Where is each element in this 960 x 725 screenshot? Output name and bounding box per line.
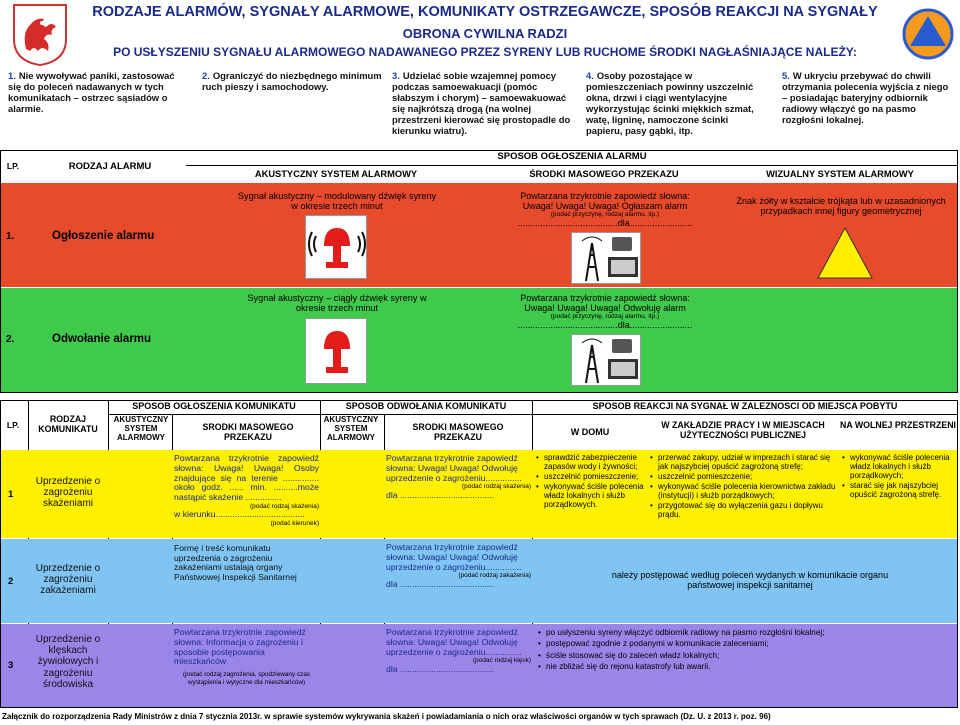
alarm-row-2-media: Powtarzana trzykrotnie zapowiedź słowna: Uwaga! Uwaga! Uwaga! Odwołuję alarm (podać przyczynę, rodzaj alarmu, itp.) ........................................dla......................... <box>517 293 693 331</box>
list-item: • ściśle stosować się do zaleceń władz lokalnych; <box>538 651 954 661</box>
yellow-triangle-icon <box>816 226 874 280</box>
list-item: • przygotować się do wyłączenia gazu i dopływu prądu. <box>650 502 838 520</box>
comm-row-3-cancel: Powtarzana trzykrotnie zapowiedź słowna: Uwaga! Uwaga! Odwołuję uprzedzenie o zagrożeniu............... (podać rodzaj klęsk) dla ....................................... <box>386 628 531 674</box>
header-divider <box>186 165 958 166</box>
siren-icon <box>305 215 367 279</box>
comm-col-type: RODZAJ KOMUNIKATU <box>38 415 98 434</box>
alarm-col-acoustic: AKUSTYCZNY SYSTEM ALARMOWY <box>254 169 418 179</box>
coat-of-arms-griffin-icon <box>12 3 68 67</box>
instruction-5: 5. W ukryciu przebywać do chwili otrzymania polecenia wyjścia z niego – posiadając bateryjny odbiornik radiowy włączyć go na pasmo rozgłośni lokalnej. <box>782 70 949 126</box>
comm-row-1-announce: Powtarzana trzykrotnie zapowiedź słowna: Uwaga! Uwaga! Osoby znajdujące się na terenie ............... około godz. ...... min. ..........może nastąpić skażenie ............... (podać rodzaj skażenia) w kierunku..................................... (podać kierunek) <box>174 454 319 528</box>
footer-note: Załącznik do rozporządzenia Rady Ministrów z dnia 7 stycznia 2013r. w sprawie systemów wykrywania skażeń i powiadamiania o nich oraz właściwości organów w tych sprawach (Dz. U. z 2013 r. poz. 96) <box>2 712 771 721</box>
header-divider <box>108 414 958 415</box>
list-item: • starać się jak najszybciej opuścić zagrożoną strefę. <box>842 482 956 500</box>
alarm-col-lp: LP. <box>6 162 20 171</box>
comm-row-1-home <box>536 454 646 511</box>
comm-row-1-lp: 1 <box>8 489 14 500</box>
comm-col-home: W DOMU <box>570 428 610 437</box>
comm-row-1-work <box>650 454 838 521</box>
comm-row-3-reaction <box>538 628 954 673</box>
instruction-1: 1. Nie wywoływać paniki, zastosować się do poleceń nadawanych w tych komunikatach – ostrzec sąsiadów o alarmie. <box>8 70 175 115</box>
comm-row-2-name: Uprzedzenie o zagrożeniu zakażeniami <box>35 563 101 597</box>
comm-row-2-cancel: Powtarzana trzykrotnie zapowiedź słowna: Uwaga! Uwaga! Odwołuję uprzedzenie o zagrożeniu............... (podać rodzaj zakażenia) dla ....................................... <box>386 543 531 589</box>
comm-row-1-open <box>842 454 956 501</box>
list-item: • postępować zgodnie z podanymi w komunikacie zaleceniami; <box>538 639 954 649</box>
alarm-row-1-acoustic: Sygnał akustyczny – modulowany dźwięk syreny w okresie trzech minut <box>237 191 437 212</box>
comm-row-3-name: Uprzedzenie o klęskach żywiołowych i zagrożeniu środowiska <box>35 634 101 690</box>
comm-col-announce: SPOSÓB OGŁOSZENIA KOMUNIKATU <box>132 402 296 411</box>
page-title: RODZAJE ALARMÓW, SYGNAŁY ALARMOWE, KOMUNIKATY OSTRZEGAWCZE, SPOSÓB REAKCJI NA SYGNAŁY <box>92 4 878 20</box>
comm-col-cancel: SPOSÓB ODWOŁANIA KOMUNIKATU <box>345 402 507 411</box>
alarm-row-2-lp: 2. <box>6 334 15 345</box>
radio-tower-tv-icon <box>571 232 641 284</box>
comm-col-work: W ZAKŁADZIE PRACY I W MIEJSCACH UŻYTECZNOŚCI PUBLICZNEJ <box>661 421 825 440</box>
instruction-2: 2. Ograniczyć do niezbędnego minimum ruch pieszy i samochodowy. <box>202 70 382 93</box>
alarm-row-1-lp: 1. <box>6 231 15 242</box>
list-item: • sprawdzić zabezpieczenie zapasów wody i żywności; <box>536 454 646 472</box>
comm-col-media-1: ŚRODKI MASOWEGO PRZEKAZU <box>202 423 294 442</box>
comm-row-2-announce: Formę i treść komunikatu uprzedzenia o zagrożeniu zakażeniami ustalają organy Państwowej Inspekcji Sanitarnej <box>174 544 297 583</box>
list-item: • uszczelnić pomieszczenie; <box>536 473 646 482</box>
comm-col-open: NA WOLNEJ PRZESTRZENI <box>840 421 956 430</box>
alarm-col-type: RODZAJ ALARMU <box>68 162 152 172</box>
list-item: • wykonywać ściśle polecenia władz lokalnych i służb porządkowych; <box>842 454 956 481</box>
page-subtitle: OBRONA CYWILNA RADZI <box>402 26 568 41</box>
list-item: • przerwać zakupy, udział w imprezach i starać się jak najszybciej opuścić zagrożoną strefę; <box>650 454 838 472</box>
instruction-4: 4. Osoby pozostające w pomieszczeniach powinny uszczelnić okna, drzwi i ciągi wentylacyjne wykorzystując ścinki miękkich szmat, watę, ligninę, namoczone ścinki papieru, pasy gąbki, itp. <box>586 70 754 137</box>
list-item: • wykonywać ściśle polecenia władz lokalnych i służb porządkowych. <box>536 483 646 510</box>
instruction-3: 3. Udzielać sobie wzajemnej pomocy podczas samoewakuacji (pomóc słabszym i chorym) – samoewakuować się najkrótszą drogą (na wolnej przestrzeni kierować się prostopadle do kierunku wiatru). <box>392 70 571 137</box>
alarm-row-1-name: Ogłoszenie alarmu <box>52 230 155 242</box>
list-item: • nie zbliżać się do rejonu katastrofy lub awarii. <box>538 662 954 672</box>
comm-col-reaction: SPOSÓB REAKCJI NA SYGNAŁ W ZALEŻNOŚCI OD MIEJSCA POBYTU <box>592 402 898 411</box>
alarm-row-1-media: Powtarzana trzykrotnie zapowiedź słowna: Uwaga! Uwaga! Uwaga! Ogłaszam alarm (podać przyczynę, rodzaj alarmu, itp.) ........................................dla......................... <box>517 191 693 229</box>
alarm-col-media: ŚRODKI MASOWEGO PRZEKAZU <box>529 169 679 179</box>
alarm-row-2-name: Odwołanie alarmu <box>52 333 152 345</box>
alarm-row-1-visual: Znak żółty w kształcie trójkąta lub w uzasadnionych przypadkach innej figury geometrycznej <box>736 196 946 217</box>
comm-row-2-lp: 2 <box>8 576 14 587</box>
list-item: • po usłyszeniu syreny włączyć odbiornik radiowy na pasmo rozgłośni lokalnej; <box>538 628 954 638</box>
alarm-col-visual: WIZUALNY SYSTEM ALARMOWY <box>766 169 914 179</box>
alarm-row-2-acoustic: Sygnał akustyczny – ciągły dźwięk syreny w okresie trzech minut <box>247 293 427 314</box>
comm-row-3-announce: Powtarzana trzykrotnie zapowiedź słowna: Informacja o zagrożeniu i sposobie postępowania mieszkańców (podać rodzaj zagrożenia, spodziewany czas wystąpienia i wytyczne dla mieszkańców) <box>174 628 311 686</box>
comm-row-3-lp: 3 <box>8 660 14 671</box>
siren-icon <box>305 318 367 384</box>
list-item: • wykonywać ściśle polecenia kierownictwa zakładu (instytucji) i służb porządkowych; <box>650 483 838 501</box>
radio-tower-tv-icon <box>571 334 641 386</box>
comm-col-acoustic-1: AKUSTYCZNY SYSTEM ALARMOWY <box>113 416 169 442</box>
alarm-col-method: SPOSÓB OGŁOSZENIA ALARMU <box>497 152 647 162</box>
comm-row-2-reaction: należy postępować według poleceń wydanych w komunikacie organu państwowej inspekcji sanitarnej <box>611 570 889 591</box>
comm-col-media-2: ŚRODKI MASOWEGO PRZEKAZU <box>412 423 504 442</box>
civil-defense-emblem-icon <box>902 4 954 64</box>
list-item: • uszczelnić pomieszczenie; <box>650 473 838 482</box>
comm-col-acoustic-2: AKUSTYCZNY SYSTEM ALARMOWY <box>323 416 379 442</box>
page-subtitle-2: PO USŁYSZENIU SYGNAŁU ALARMOWEGO NADAWANEGO PRZEZ SYRENY LUB RUCHOME ŚRODKI NAGŁAŚNIAJĄCE NALEŻY: <box>113 45 857 59</box>
comm-col-lp: LP. <box>6 421 20 430</box>
comm-row-1-name: Uprzedzenie o zagrożeniu skażeniami <box>35 476 101 510</box>
comm-row-1-cancel: Powtarzana trzykrotnie zapowiedź słowna: Uwaga! Uwaga! Odwołuję uprzedzenie o zagrożeniu............... (podać rodzaj skażenia) dla ....................................... <box>386 454 531 500</box>
